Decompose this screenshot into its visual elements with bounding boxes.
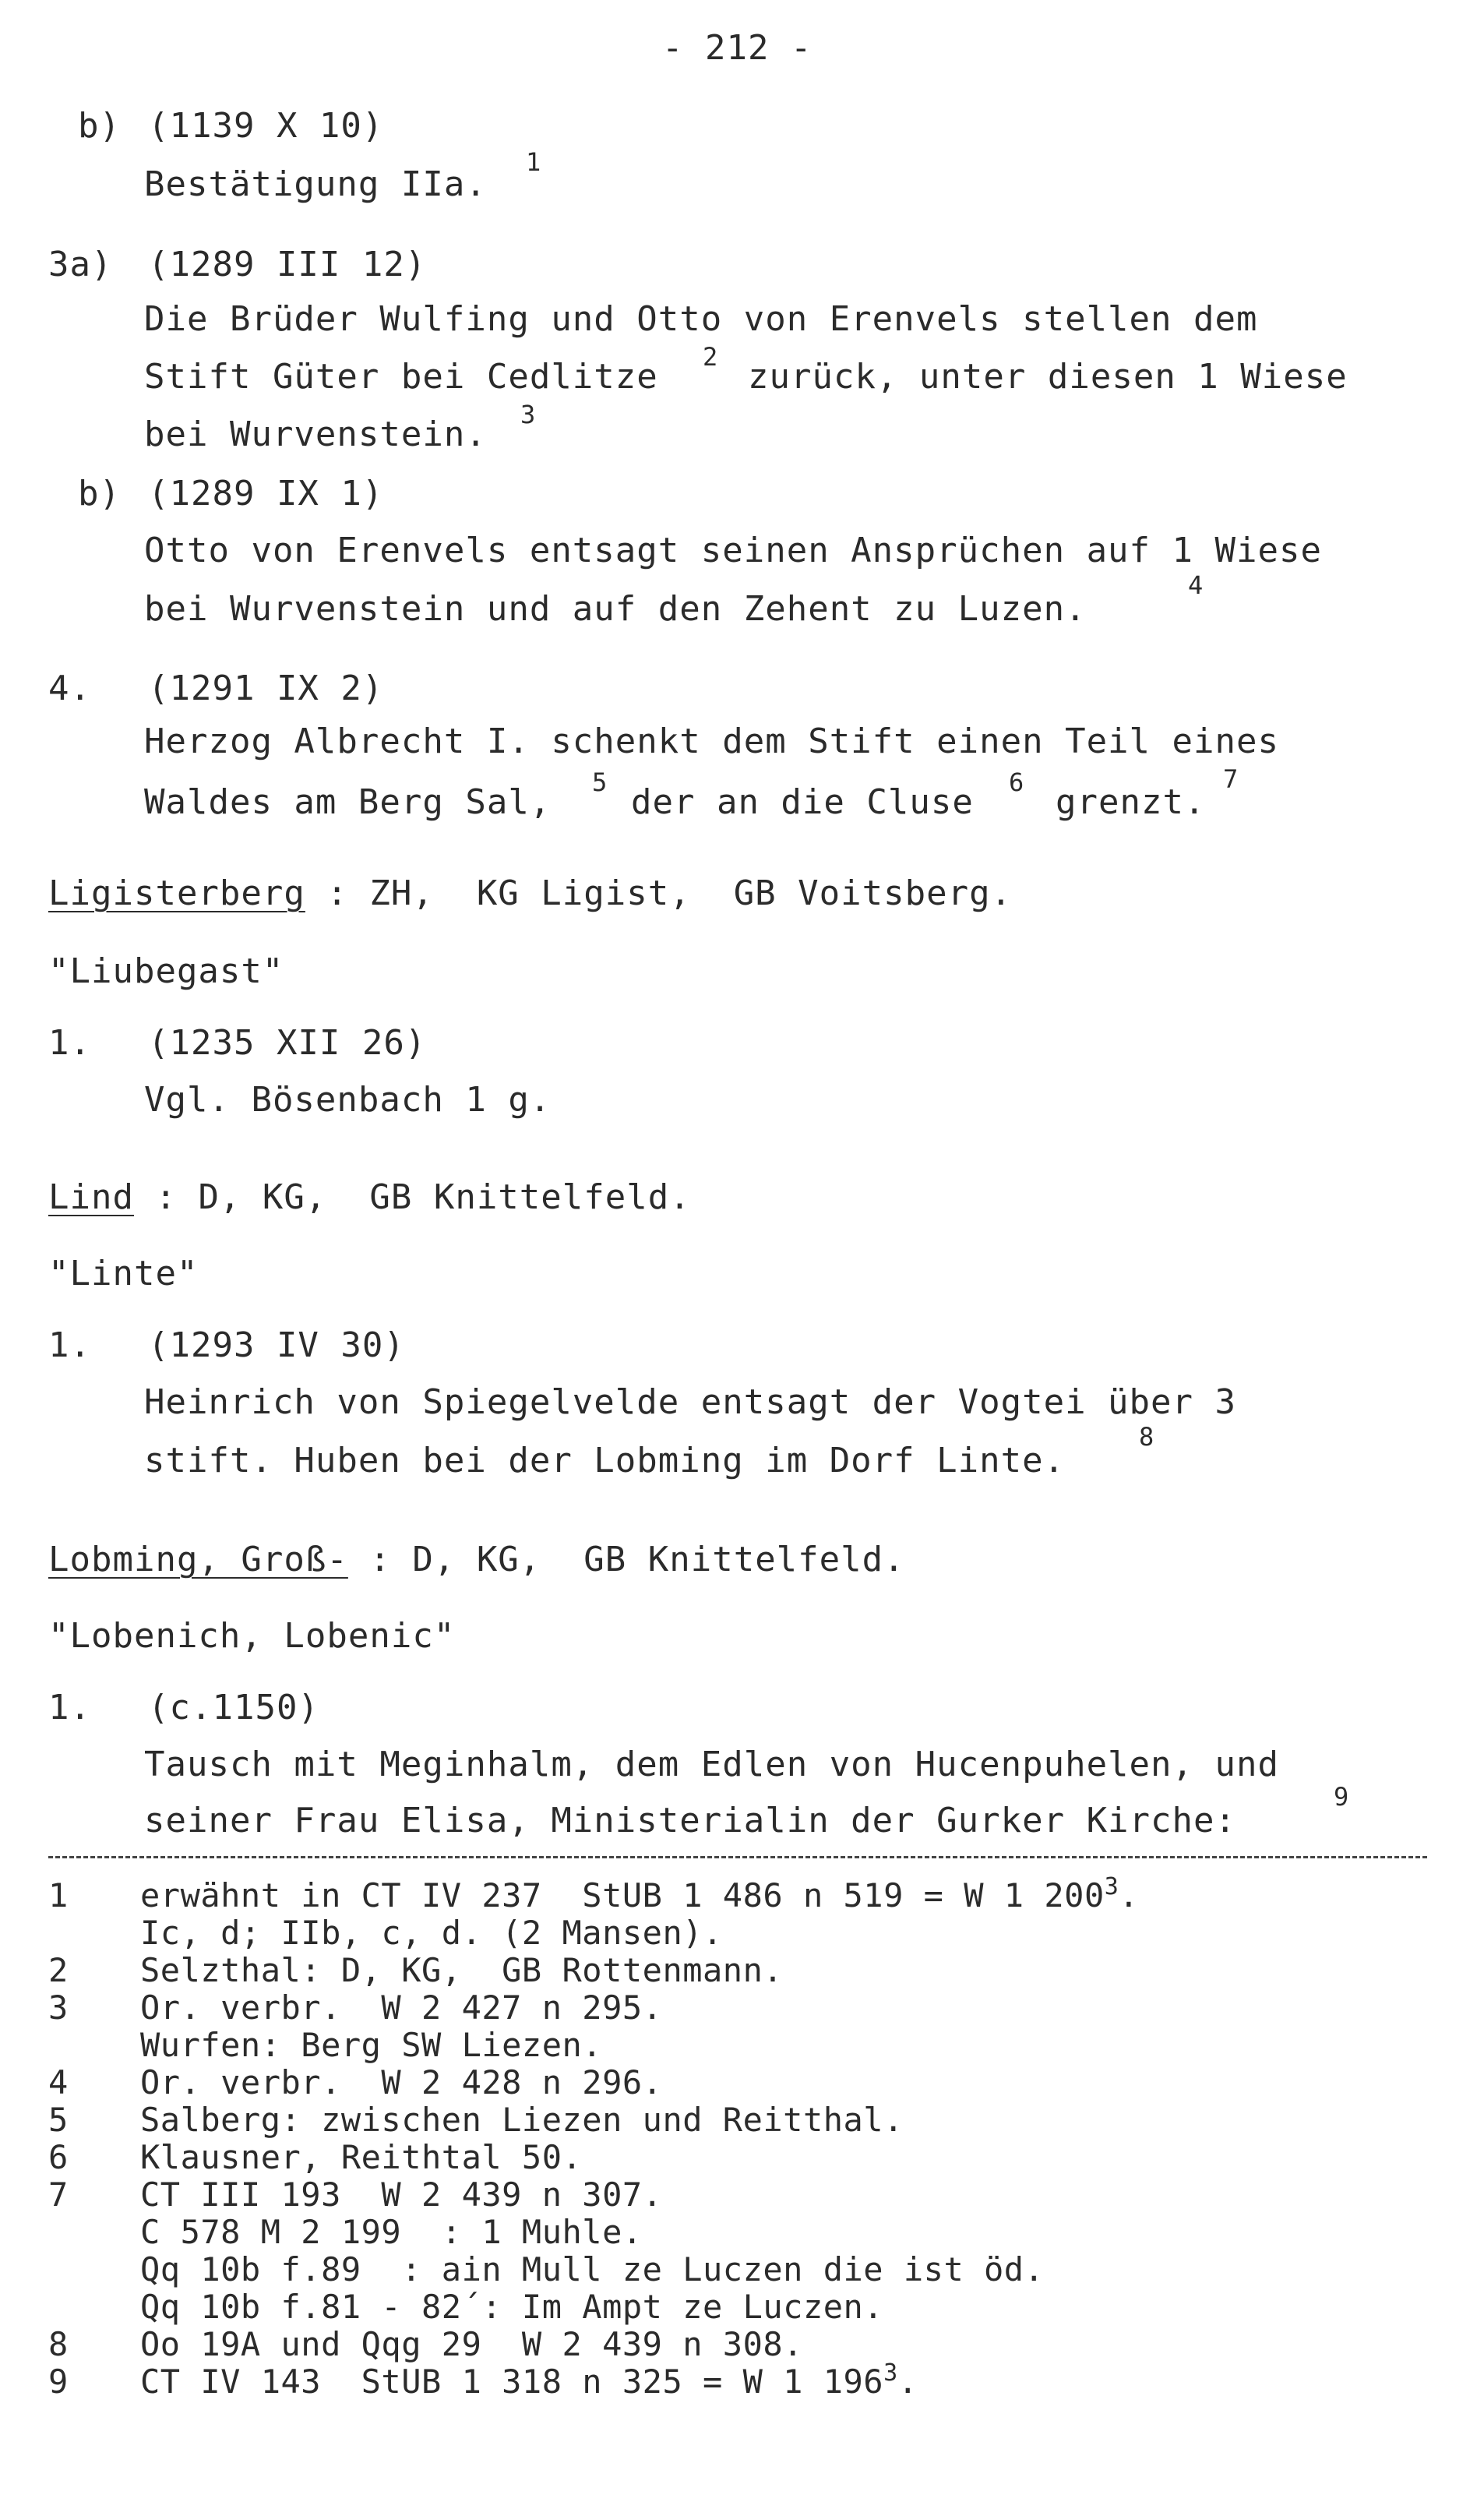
entry-alias: "Lobenich, Lobenic"	[48, 1616, 456, 1656]
item-date: (c.1150)	[148, 1688, 319, 1727]
footnote-separator	[48, 1856, 1427, 1858]
footnote-text: erwähnt in CT IV 237 StUB 1 486 n 519 = W 1 $200^3$.	[140, 1873, 1140, 1914]
footnote-text: CT III 193 W 2 439 n 307.	[140, 2175, 663, 2214]
footnote-marker: 1	[526, 147, 541, 177]
footnote-marker: 9	[1334, 1782, 1349, 1812]
item-text: Bestätigung IIa.	[144, 164, 487, 204]
item-text: der an die Cluse	[631, 782, 974, 822]
footnote-text: Ic, d; IIb, c, d. (2 Mansen).	[140, 1914, 723, 1952]
item-text: Vgl. Bösenbach 1 g.	[144, 1080, 552, 1120]
item-date: (1289 IX 1)	[148, 474, 384, 513]
entry-location: : D, KG, GB Knittelfeld.	[347, 1540, 905, 1579]
entry-heading	[48, 1540, 905, 1579]
entry-location: : ZH, KG Ligist, GB Voitsberg.	[305, 873, 1013, 913]
footnote-number: 4	[48, 2063, 69, 2101]
item-text: stift. Huben bei der Lobming im Dorf Linte.	[144, 1441, 1066, 1480]
item-label: 1.	[48, 1023, 91, 1063]
footnote-number: 9	[48, 2362, 69, 2401]
footnote-text: C 578 M 2 199 : 1 Muhle.	[140, 2213, 643, 2251]
entry-heading	[48, 873, 1013, 913]
entry-name: Lobming, Groß-	[48, 1540, 348, 1579]
item-date: (1289 III 12)	[148, 245, 427, 284]
item-text: Heinrich von Spiegelvelde entsagt der Vogtei über 3	[144, 1382, 1237, 1422]
footnote-text: Klausner, Reithtal 50.	[140, 2138, 583, 2176]
footnote-number: 2	[48, 1951, 69, 1989]
item-label: 3a)	[48, 245, 113, 284]
item-text: seiner Frau Elisa, Ministerialin der Gurker Kirche:	[144, 1801, 1237, 1840]
item-text: zurück, unter diesen 1 Wiese	[748, 357, 1348, 397]
footnote-text: Qq 10b f.89 : ain Mull ze Luczen die ist öd.	[140, 2250, 1045, 2288]
entry-name: Ligisterberg	[48, 873, 305, 913]
footnote-number: 1	[48, 1876, 69, 1914]
item-text: Die Brüder Wulfing und Otto von Erenvels stellen dem	[144, 299, 1258, 339]
item-text: Herzog Albrecht I. schenkt dem Stift einen Teil eines	[144, 722, 1279, 761]
entry-alias: "Liubegast"	[48, 951, 284, 991]
item-label: b)	[78, 474, 121, 513]
footnote-number: 8	[48, 2325, 69, 2363]
item-label: b)	[78, 106, 121, 146]
footnote-marker: 7	[1223, 764, 1239, 794]
entry-alias: "Linte"	[48, 1254, 199, 1293]
item-label: 1.	[48, 1325, 91, 1365]
entry-heading	[48, 1177, 691, 1217]
footnote-marker: 2	[703, 342, 718, 372]
footnote-text: Salberg: zwischen Liezen und Reitthal.	[140, 2101, 904, 2139]
footnote-number: 3	[48, 1988, 69, 2027]
page-number: - 212 -	[662, 28, 812, 68]
footnote-text: Selzthal: D, KG, GB Rottenmann.	[140, 1951, 784, 1989]
footnote-text: Wurfen: Berg SW Liezen.	[140, 2026, 603, 2064]
footnote-text: Oo 19A und Qqg 29 W 2 439 n 308.	[140, 2325, 803, 2363]
item-text: bei Wurvenstein und auf den Zehent zu Luzen.	[144, 589, 1087, 629]
entry-name: Lind	[48, 1177, 134, 1217]
item-label: 1.	[48, 1688, 91, 1727]
item-date: (1291 IX 2)	[148, 669, 384, 708]
item-date: (1139 X 10)	[148, 106, 384, 146]
item-text: bei Wurvenstein.	[144, 415, 487, 454]
footnote-marker: 8	[1139, 1422, 1154, 1452]
footnote-number: 5	[48, 2101, 69, 2139]
footnote-text: Qq 10b f.81 - 82´: Im Ampt ze Luczen.	[140, 2288, 884, 2326]
item-date: (1235 XII 26)	[148, 1023, 427, 1063]
footnote-number: 7	[48, 2175, 69, 2214]
item-text: Otto von Erenvels entsagt seinen Ansprüchen auf 1 Wiese	[144, 531, 1322, 570]
footnote-marker: 5	[592, 768, 608, 797]
item-date: (1293 IV 30)	[148, 1325, 405, 1365]
footnote-text: Or. verbr. W 2 428 n 296.	[140, 2063, 663, 2101]
footnote-text: CT IV 143 StUB 1 318 n 325 = W 1 $196^3$.	[140, 2359, 918, 2401]
footnote-text: Or. verbr. W 2 427 n 295.	[140, 1988, 663, 2027]
item-text: grenzt.	[1056, 782, 1206, 822]
entry-location: : D, KG, GB Knittelfeld.	[133, 1177, 691, 1217]
item-text: Waldes am Berg Sal,	[144, 782, 552, 822]
footnote-number: 6	[48, 2138, 69, 2176]
item-text: Stift Güter bei Cedlitze	[144, 357, 658, 397]
footnote-marker: 6	[1009, 768, 1024, 797]
footnote-marker: 3	[520, 400, 536, 429]
item-label: 4.	[48, 669, 91, 708]
footnote-marker: 4	[1188, 570, 1204, 600]
item-text: Tausch mit Meginhalm, dem Edlen von Hucenpuhelen, und	[144, 1745, 1279, 1784]
